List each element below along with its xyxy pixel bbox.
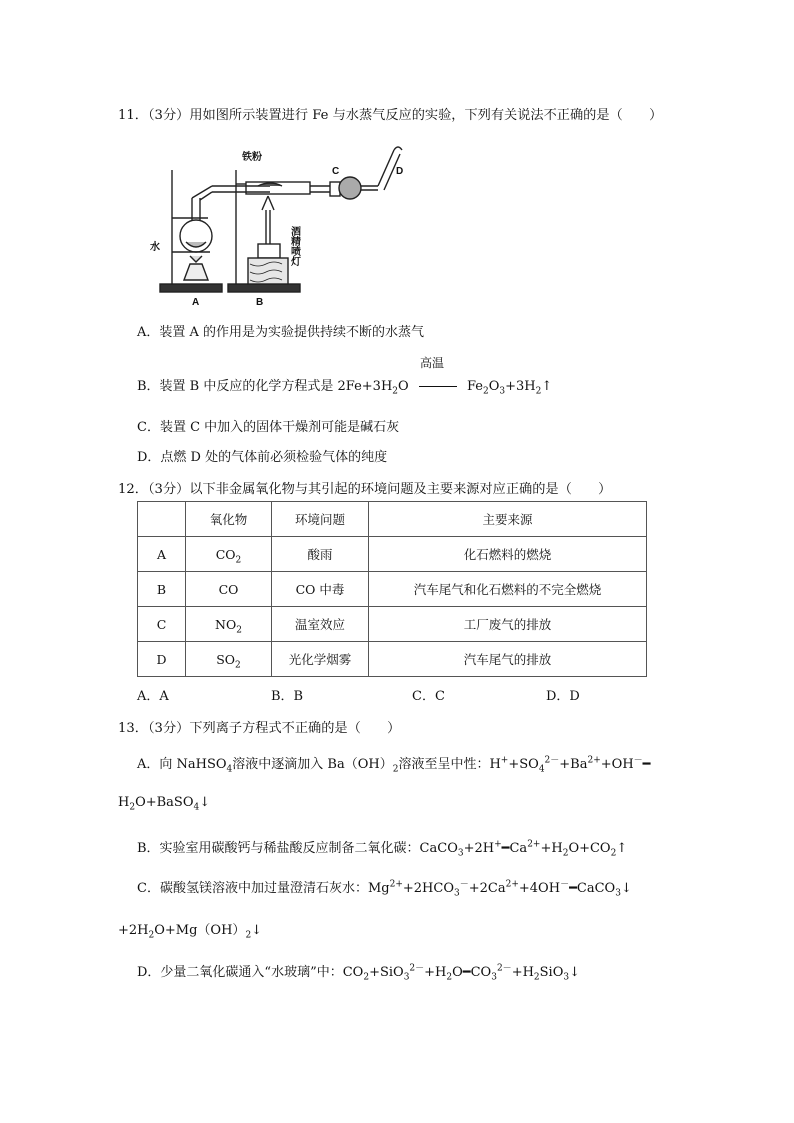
source-cell: 化石燃料的燃烧 xyxy=(369,537,647,572)
table-header: 氧化物 xyxy=(186,502,272,537)
figure-label-b: B xyxy=(256,297,264,308)
q12-answer-a: A．A xyxy=(137,689,169,704)
oxide-cell xyxy=(186,642,272,677)
q11-option-b-post: Fe xyxy=(466,379,483,394)
q12-answer-c: C．C xyxy=(412,689,445,704)
q11-stem: 11．（3分）用如图所示装置进行 Fe 与水蒸气反应的实验，下列有关说法不正确的是（ ） xyxy=(118,108,663,123)
problem-cell: 酸雨 xyxy=(272,537,369,572)
q13-option-a-part1: A．向 NaHSO xyxy=(137,757,227,772)
table-row xyxy=(138,572,647,607)
apparatus-figure xyxy=(150,140,420,310)
q11-option-d: D．点燃 D 处的气体前必须检验气体的纯度 xyxy=(137,450,388,465)
q13-option-d-text: D．少量二氧化碳通入“水玻璃”中：CO xyxy=(137,965,364,980)
q13-option-c-text: C．碳酸氢镁溶液中加过量澄清石灰水：Mg xyxy=(137,881,390,896)
figure-label-d: D xyxy=(396,166,404,177)
figure-label-water: 水 xyxy=(150,242,160,253)
q11-option-b-condition: 高温 xyxy=(420,356,445,370)
oxide-formula: CO xyxy=(215,546,236,562)
oxide-subscript: 2 xyxy=(236,625,242,635)
problem-cell: CO 中毒 xyxy=(272,572,369,607)
q13-option-a-part3: 溶液至呈中性：H xyxy=(398,757,501,772)
table-row xyxy=(138,607,647,642)
oxide-formula: NO xyxy=(215,616,237,632)
source-cell: 汽车尾气和化石燃料的不完全燃烧 xyxy=(369,572,647,607)
oxide-table xyxy=(137,501,647,677)
q13-option-a-line2: $H_2O+BaSO_4↓$ xyxy=(118,795,211,813)
source-cell: 汽车尾气的排放 xyxy=(369,642,647,677)
table-header: 环境问题 xyxy=(272,502,369,537)
q11-option-a: A．装置 A 的作用是为实验提供持续不断的水蒸气 xyxy=(137,325,425,340)
oxide-cell xyxy=(186,572,272,607)
q12-stem: 12．（3分）以下非金属氧化物与其引起的环境问题及主要来源对应正确的是（ ） xyxy=(118,482,612,497)
row-label: C xyxy=(138,607,186,642)
row-label: A xyxy=(138,537,186,572)
table-header xyxy=(138,502,186,537)
figure-label-a: A xyxy=(192,297,200,308)
q13-option-d: D．少量二氧化碳通入“水玻璃”中：$CO_2+SiO_3^{2-}+H_2O━CO_3^{2-}+H_2SiO_3↓$ xyxy=(137,963,581,983)
q12-answer-b: B．B xyxy=(271,689,304,704)
q13-stem: 13．（3分）下列离子方程式不正确的是（ ） xyxy=(118,721,401,736)
q11-option-b-pre: B．装置 B 中反应的化学方程式是 2Fe+3H xyxy=(137,379,393,394)
oxide-formula: CO xyxy=(218,581,239,597)
q12-answer-d: D．D xyxy=(546,689,580,704)
q11-option-b: B．装置 B 中反应的化学方程式是 $2Fe+3H_2O$ $Fe_2O_3+3H_2↑$ xyxy=(137,379,553,397)
figure-label-lamp: 酒精喷灯 xyxy=(288,226,300,266)
oxide-formula: SO xyxy=(216,651,236,667)
problem-cell: 光化学烟雾 xyxy=(272,642,369,677)
oxide-subscript: 2 xyxy=(235,555,242,565)
oxide-cell xyxy=(186,607,272,642)
source-cell: 工厂废气的排放 xyxy=(369,607,647,642)
figure-label-c: C xyxy=(332,166,340,177)
table-header-row xyxy=(138,502,647,537)
reaction-arrow xyxy=(419,386,457,387)
table-header: 主要来源 xyxy=(369,502,647,537)
q13-option-a-line1: A．向 NaHSO$_4$溶液中逐滴加入 $Ba(OH)_2$溶液至呈中性：$H^++SO_4^{2-}+Ba^{2+}+OH^-━$ xyxy=(137,755,651,775)
q13-option-a-part2: 溶液中逐滴加入 Ba（OH） xyxy=(232,757,393,772)
row-label: B xyxy=(138,572,186,607)
oxide-subscript: 2 xyxy=(235,660,241,670)
figure-label-iron: 铁粉 xyxy=(242,152,262,163)
q11-option-c: C．装置 C 中加入的固体干燥剂可能是碱石灰 xyxy=(137,420,400,435)
q13-option-b: B．实验室用碳酸钙与稀盐酸反应制备二氧化碳：$CaCO_3+2H^+━Ca^{2+}+H_2O+CO_2↑$ xyxy=(137,839,628,859)
q13-option-c-line1: C．碳酸氢镁溶液中加过量澄清石灰水：$Mg^{2+}+2HCO_3^-+2Ca^{2+}+4OH^-━CaCO_3↓$ xyxy=(137,879,632,899)
row-label: D xyxy=(138,642,186,677)
table-row xyxy=(138,537,647,572)
q13-option-c-line2: $+2H_2O+Mg(OH)_2↓$ xyxy=(118,923,263,941)
oxide-cell xyxy=(186,537,272,572)
q13-option-b-text: B．实验室用碳酸钙与稀盐酸反应制备二氧化碳：CaCO xyxy=(137,841,458,856)
table-row xyxy=(138,642,647,677)
problem-cell: 温室效应 xyxy=(272,607,369,642)
